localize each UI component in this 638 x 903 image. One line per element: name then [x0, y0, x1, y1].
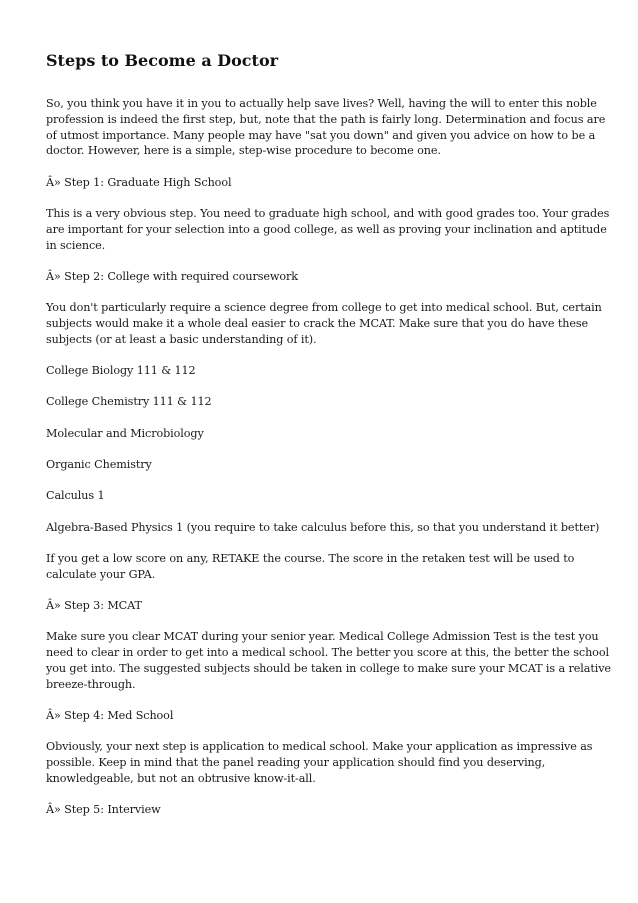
step-3-line: you get into. The suggested subjects should be taken in college to make sure your MCAT is a relative [46, 661, 611, 675]
step-2-heading: Â» Step 2: College with required coursework [46, 269, 298, 283]
step-2-body [46, 300, 606, 347]
step-2-line: subjects would make it a whole deal easier to crack the MCAT. Make sure that you do have these [46, 316, 589, 330]
intro-line: profession is indeed the first step, but, note that the path is fairly long. Determination and focus are [46, 112, 606, 126]
step-1-line: This is a very obvious step. You need to graduate high school, and with good grades too. Your grades [46, 206, 610, 220]
step-4-heading: Â» Step 4: Med School [46, 708, 174, 722]
retake-note-line: If you get a low score on any, RETAKE the course. The score in the retaken test will be used to [46, 551, 575, 565]
step-3-body [46, 629, 611, 692]
intro-line: doctor. However, here is a simple, step-wise procedure to become one. [46, 144, 441, 158]
course-item-physics: Algebra-Based Physics 1 (you require to take calculus before this, so that you understand it better) [46, 520, 600, 534]
retake-note [46, 551, 606, 583]
document-page [46, 50, 611, 833]
step-4-line: Obviously, your next step is application to medical school. Make your application as impressive as [46, 740, 593, 754]
step-3-line: breeze-through. [46, 677, 136, 691]
course-item-biology: College Biology 111 & 112 [46, 364, 196, 378]
step-3-line: Make sure you clear MCAT during your senior year. Medical College Admission Test is the test you [46, 630, 599, 644]
intro-line: So, you think you have it in you to actually help save lives? Well, having the will to enter this noble [46, 97, 597, 110]
step-2-line: You don't particularly require a science degree from college to get into medical school. But, certain [46, 301, 602, 315]
step-2-line: subjects (or at least a basic understanding of it). [46, 332, 317, 346]
page-title: Steps to Become a Doctor [46, 51, 279, 70]
step-3-line: need to clear in order to get into a medical school. The better you score at this, the better the school [46, 646, 609, 660]
course-item-microbiology: Molecular and Microbiology [46, 426, 204, 440]
intro-line: of utmost importance. Many people may have "sat you down" and given you advice on how to be a [46, 128, 596, 142]
step-5-heading: Â» Step 5: Interview [46, 803, 161, 817]
step-3-heading: Â» Step 3: MCAT [46, 598, 142, 612]
course-item-calculus: Calculus 1 [46, 489, 105, 503]
course-item-chemistry: College Chemistry 111 & 112 [46, 395, 212, 409]
step-4-line: knowledgeable, but not an obtrusive know-it-all. [46, 771, 316, 785]
step-4-line: possible. Keep in mind that the panel reading your application should find you deserving, [46, 756, 546, 770]
step-1-body [46, 206, 610, 253]
step-1-line: in science. [46, 238, 106, 252]
step-1-line: are important for your selection into a good college, as well as proving your inclination and aptitude [46, 222, 607, 236]
intro-paragraph [46, 96, 606, 159]
course-item-organic-chemistry: Organic Chemistry [46, 457, 152, 471]
step-4-body [46, 739, 606, 786]
step-1-heading: Â» Step 1: Graduate High School [46, 175, 232, 189]
retake-note-line: calculate your GPA. [46, 567, 156, 581]
